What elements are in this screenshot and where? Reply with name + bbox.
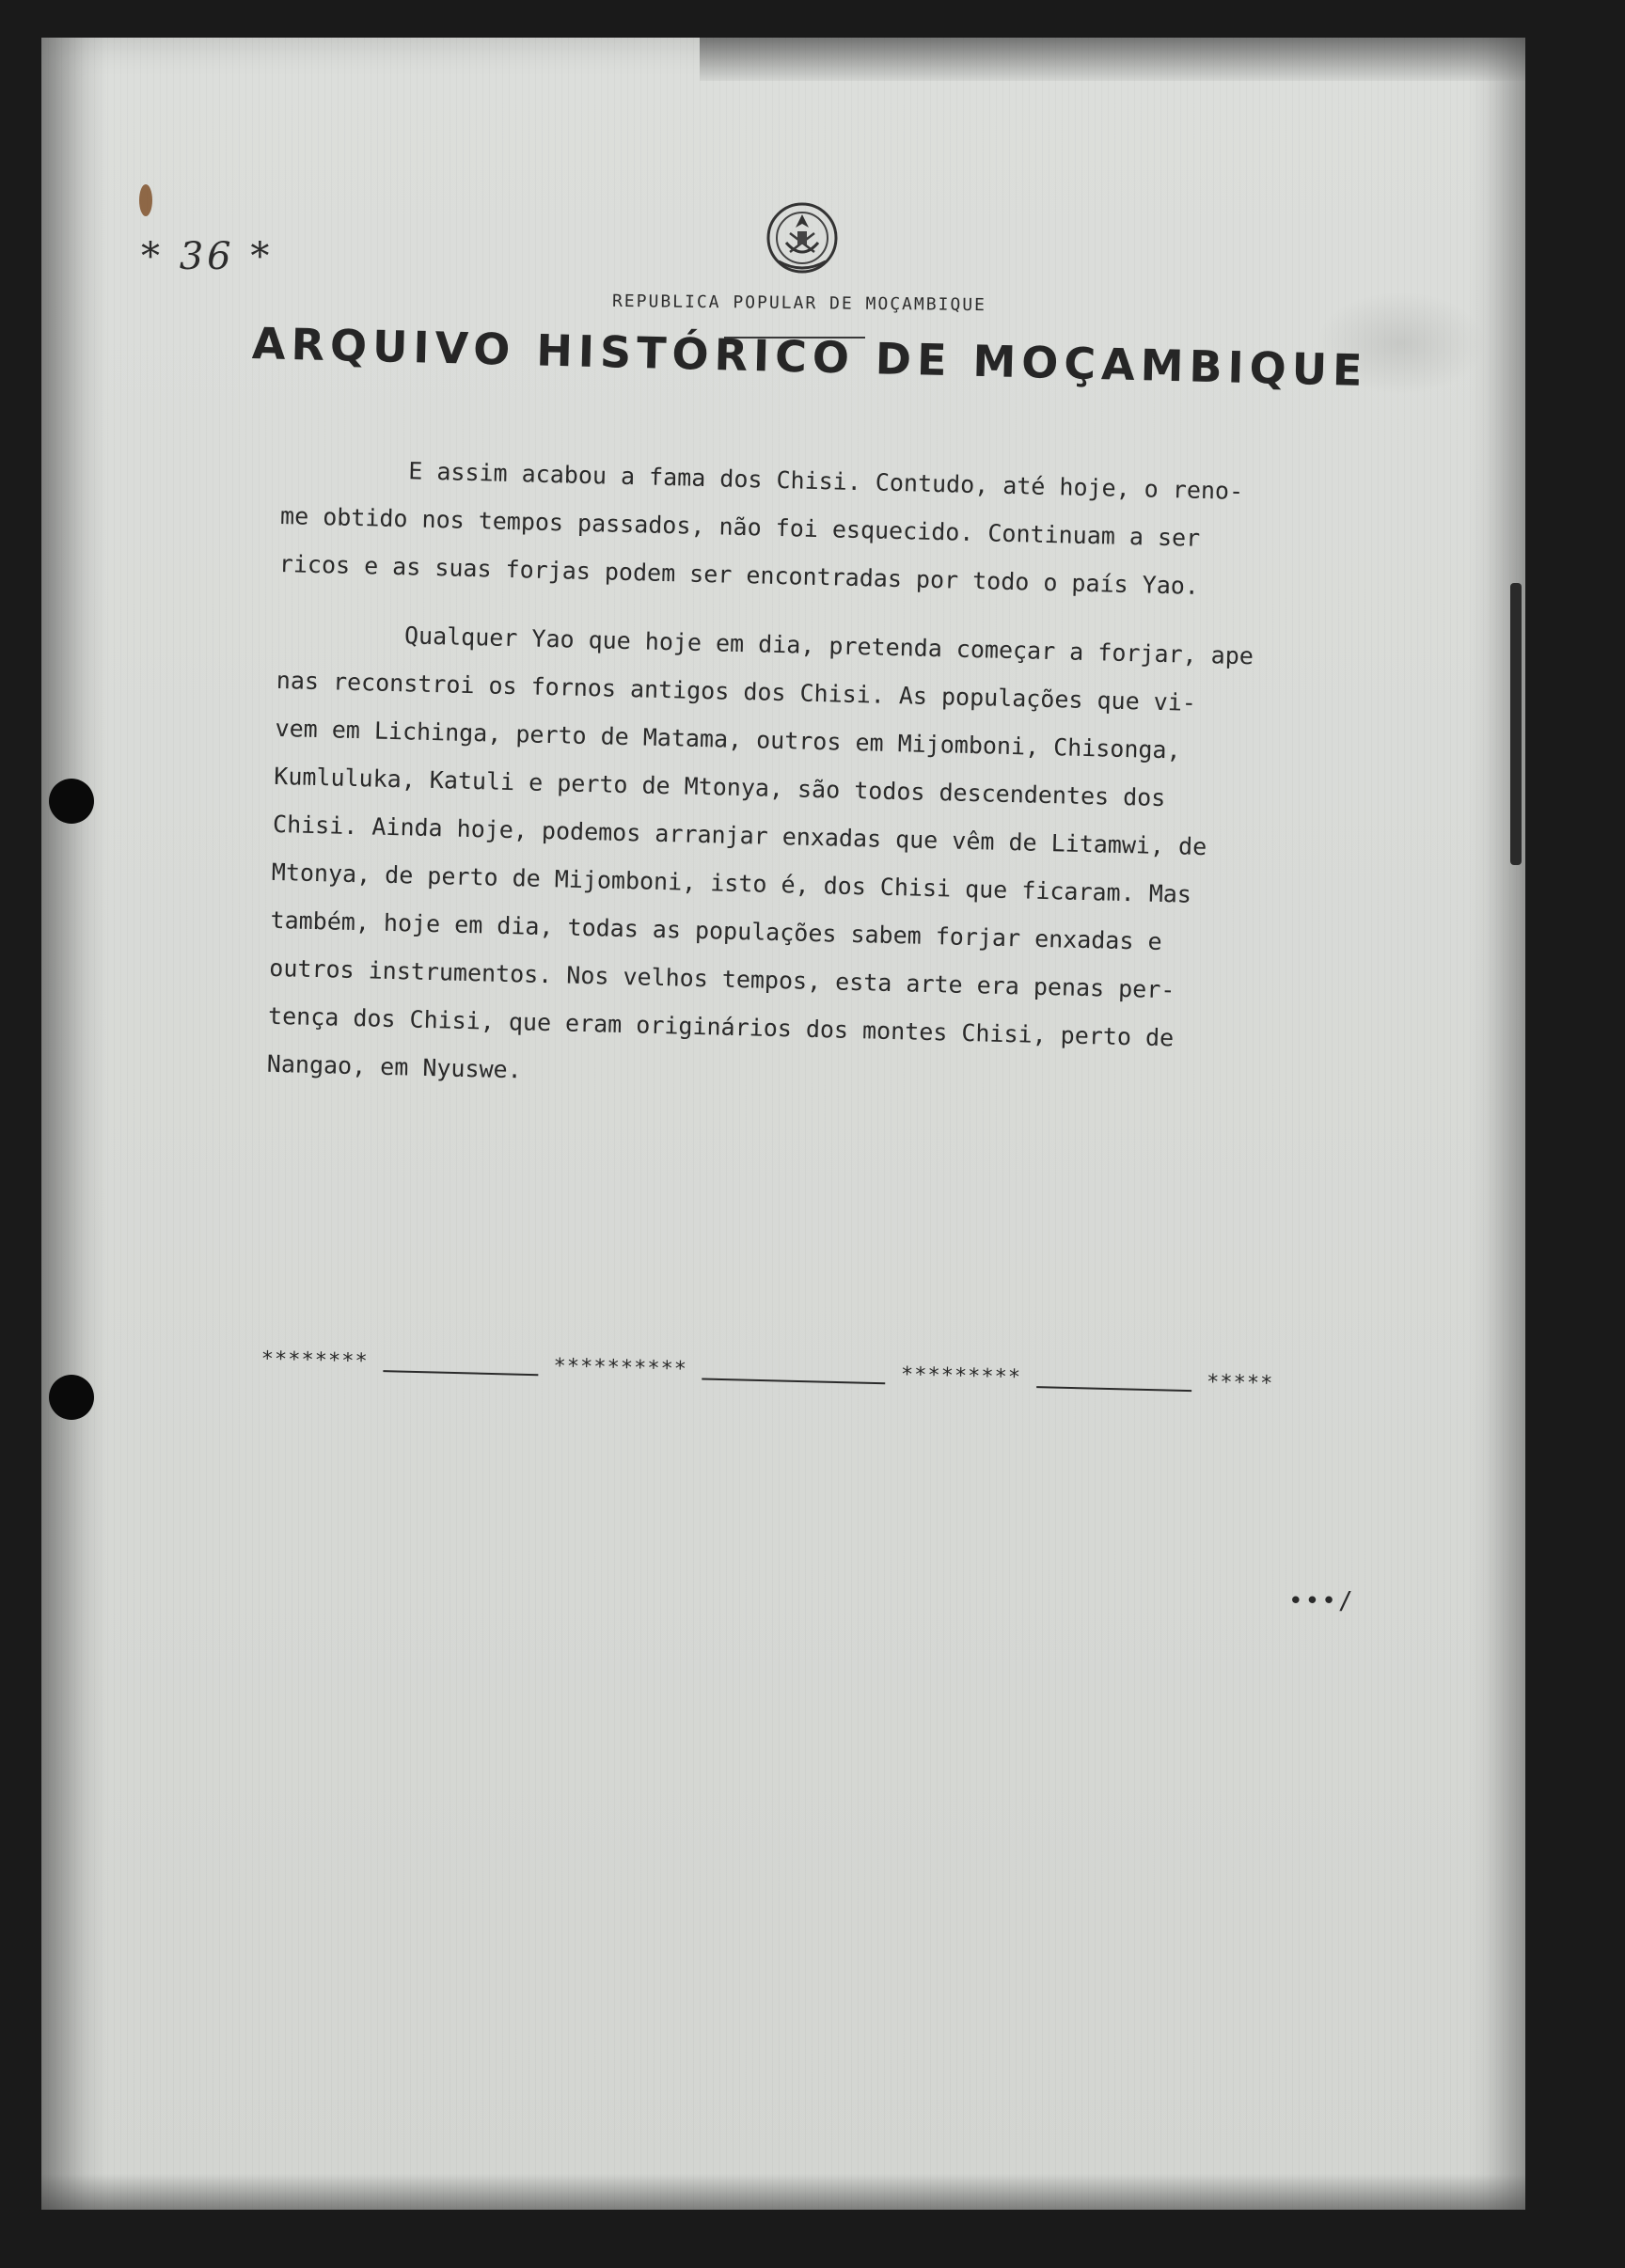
page-top-edge xyxy=(700,38,1525,81)
separator-dash xyxy=(383,1370,538,1376)
separator-stars: ********* xyxy=(900,1362,1022,1390)
ink-stain xyxy=(139,184,152,216)
text-line: nas reconstroi os fornos antigos dos Chisi. As populações que vi- xyxy=(276,666,1197,717)
binding-mark xyxy=(1510,583,1522,865)
text-line: me obtido nos tempos passados, não foi esquecido. Continuam a ser xyxy=(279,501,1201,552)
page-bottom-edge xyxy=(41,2174,1525,2210)
archive-title: ARQUIVO HISTÓRICO DE MOÇAMBIQUE xyxy=(251,318,1369,396)
text-line: Chisi. Ainda hoje, podemos arranjar enxadas que vêm de Litamwi, de xyxy=(272,810,1207,861)
text-line: Qualquer Yao que hoje em dia, pretenda começar a forjar, ape xyxy=(403,622,1254,670)
text-line: outros instrumentos. Nos velhos tempos, esta arte era penas per- xyxy=(269,953,1175,1004)
punch-hole-top xyxy=(49,779,94,824)
punch-hole-bottom xyxy=(49,1375,94,1420)
text-line: Mtonya, de perto de Mijomboni, isto é, dos Chisi que ficaram. Mas xyxy=(271,858,1192,908)
text-line: ricos e as suas forjas podem ser encontradas por todo o país Yao. xyxy=(278,549,1200,600)
text-line: também, hoje em dia, todas as populações sabem forjar enxadas e xyxy=(270,906,1162,956)
text-line: vem em Lichinga, perto de Matama, outros em Mijomboni, Chisonga, xyxy=(275,714,1181,764)
text-line: E assim acabou a fama dos Chisi. Contudo, até hoje, o reno- xyxy=(407,457,1244,505)
text-line: tença dos Chisi, que eram originários dos montes Chisi, perto de xyxy=(267,1001,1175,1052)
separator-dash xyxy=(1036,1386,1191,1392)
page-left-shadow xyxy=(41,38,107,2210)
separator-stars: ***** xyxy=(1206,1370,1274,1395)
body-text xyxy=(266,444,1410,1115)
text-line: Kumluluka, Katuli e perto de Mtonya, são todos descendentes dos xyxy=(274,762,1166,812)
continuation-mark: •••/ xyxy=(1288,1587,1355,1615)
republic-name: REPUBLICA POPULAR DE MOÇAMBIQUE xyxy=(611,291,987,316)
separator-stars: ******** xyxy=(260,1347,369,1374)
page-number: * 36 * xyxy=(141,235,274,278)
separator-stars: ********** xyxy=(553,1354,688,1381)
separator-dash xyxy=(702,1378,886,1384)
text-line: Nangao, em Nyuswe. xyxy=(266,1049,523,1084)
mozambique-coat-of-arms-icon xyxy=(760,196,844,280)
